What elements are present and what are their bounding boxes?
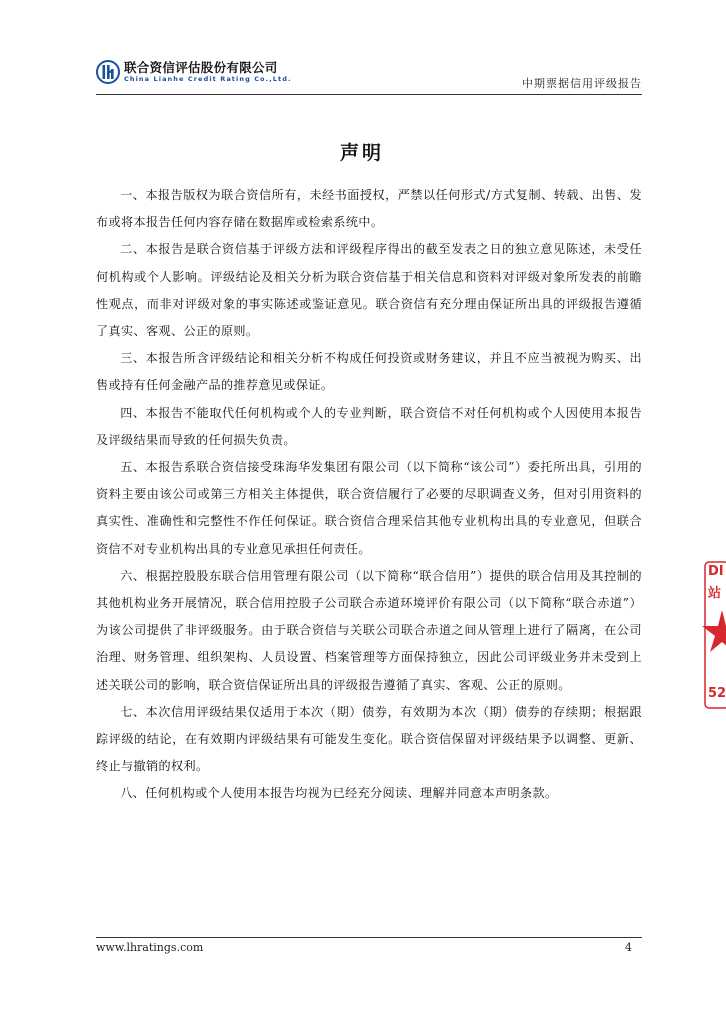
seal-text-middle: 站: [708, 586, 722, 601]
company-name-cn: 联合资信评估股份有限公司: [124, 60, 278, 75]
statement-paragraph-6: 六、根据控股股东联合信用管理有限公司（以下简称“联合信用”）提供的联合信用及其控制的其他机构业务开展情况，联合信用控股子公司联合赤道环境评价有限公司（以下简称“联合赤道”）为该公司提供了非评级服务。由于联合资信与关联公司联合赤道之间从管理上进行了隔离，在公司治理、财务管理、组织架构、人员设置、档案管理等方面保持独立，因此公司评级业务并未受到上述关联公司的影响，联合资信保证所出具的评级报告遵循了真实、客观、公正的原则。: [96, 568, 642, 692]
statement-paragraph-1: 一、本报告版权为联合资信所有，未经书面授权，严禁以任何形式/方式复制、转载、出售、发布或将本报告任何内容存储在数据库或检索系统中。: [96, 188, 642, 230]
statement-paragraph-8: 八、任何机构或个人使用本报告均视为已经充分阅读、理解并同意本声明条款。: [120, 786, 558, 801]
red-seal-stamp: [704, 560, 726, 712]
page-title: 声明: [339, 142, 384, 164]
footer-divider: [96, 937, 642, 938]
statement-body: [96, 182, 642, 808]
statement-paragraph-7: 七、本次信用评级结果仅适用于本次（期）债券，有效期为本次（期）债券的存续期；根据跟踪评级的结论，在有效期内评级结果有可能发生变化。联合资信保留对评级结果予以调整、更新、终止与撤销的权利。: [96, 704, 642, 774]
page-header: [96, 58, 642, 94]
seal-text-bottom: 52: [708, 686, 726, 701]
statement-paragraph-4: 四、本报告不能取代任何机构或个人的专业判断，联合资信不对任何机构或个人因使用本报告及评级结果而导致的任何损失负责。: [96, 405, 642, 447]
footer-website: www.lhratings.com: [96, 941, 204, 954]
report-type: 中期票据信用评级报告: [522, 77, 642, 90]
seal-text-top: DI: [708, 564, 724, 579]
company-logo-icon: [96, 60, 120, 84]
header-divider: [96, 94, 642, 95]
page-number: 4: [625, 941, 632, 954]
statement-paragraph-5: 五、本报告系联合资信接受珠海华发集团有限公司（以下简称“该公司”）委托所出具，引用的资料主要由该公司或第三方相关主体提供，联合资信履行了必要的尽职调查义务，但对引用资料的真实性、准确性和完整性不作任何保证。联合资信合理采信其他专业机构出具的专业意见，但联合资信不对专业机构出具的专业意见承担任何责任。: [96, 460, 642, 556]
statement-paragraph-2: 二、本报告是联合资信基于评级方法和评级程序得出的截至发表之日的独立意见陈述，未受任何机构或个人影响。评级结论及相关分析为联合资信基于相关信息和资料对评级对象所发表的前瞻性观点，而非对评级对象的事实陈述或鉴证意见。联合资信有充分理由保证所出具的评级报告遵循了真实、客观、公正的原则。: [96, 242, 642, 339]
company-name-en: China Lianhe Credit Rating Co.,Ltd.: [124, 75, 292, 83]
statement-paragraph-3: 三、本报告所含评级结论和相关分析不构成任何投资或财务建议，并且不应当被视为购买、出售或持有任何金融产品的推荐意见或保证。: [96, 351, 642, 393]
